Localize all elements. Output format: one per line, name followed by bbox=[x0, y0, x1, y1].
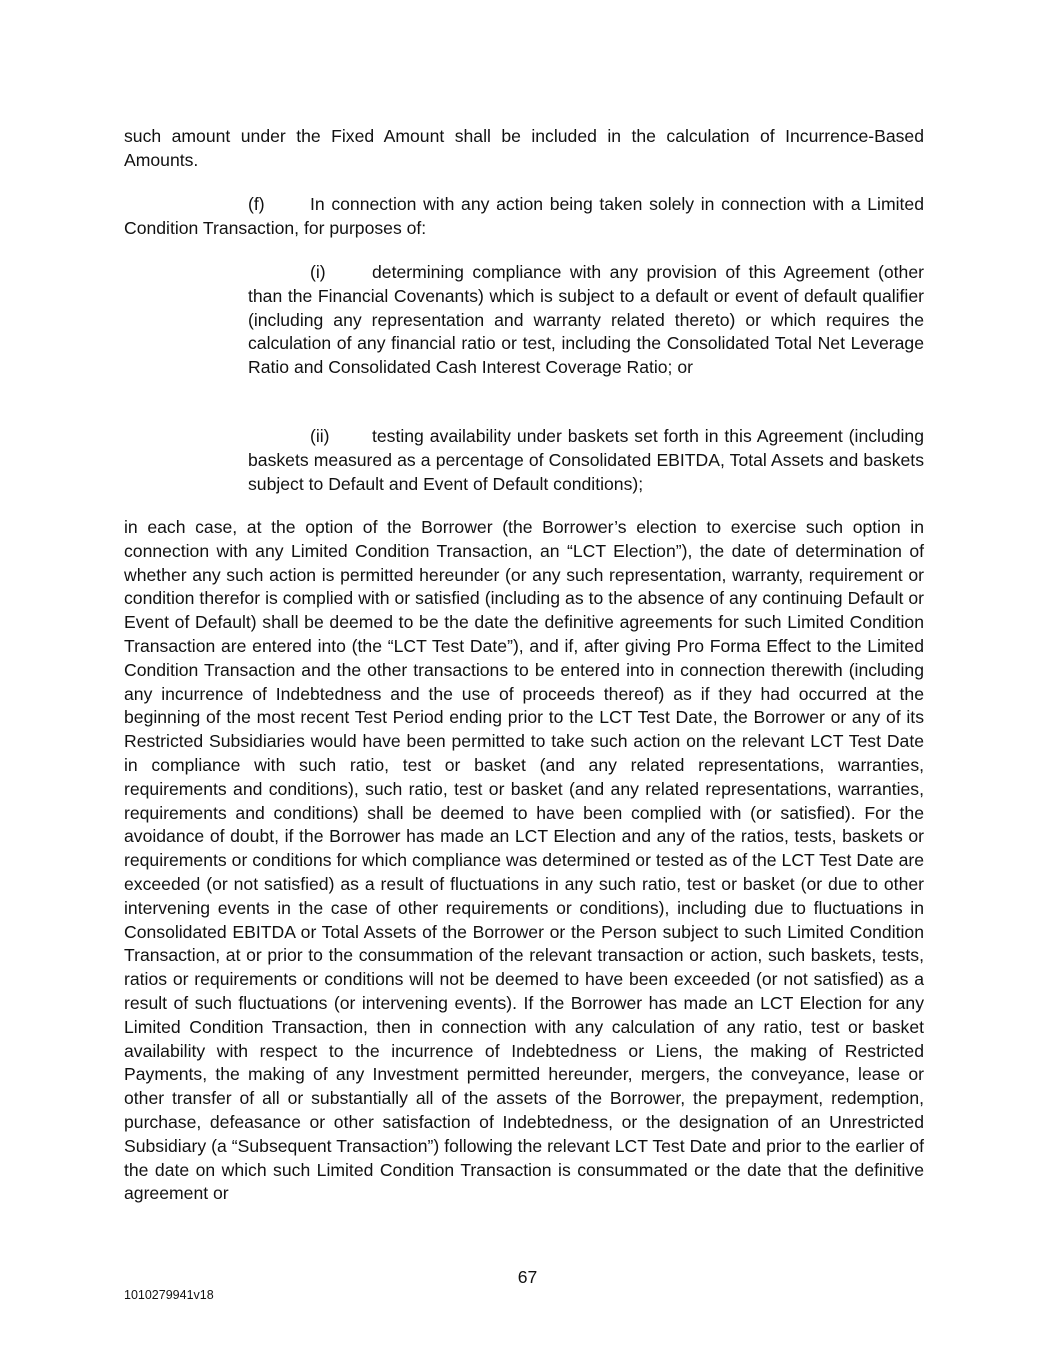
clause-i-label: (i) bbox=[310, 262, 326, 282]
document-id: 1010279941v18 bbox=[124, 1288, 214, 1302]
page-number: 67 bbox=[517, 1267, 538, 1287]
clause-f-label: (f) bbox=[248, 194, 265, 214]
clause-ii-text: testing availability under baskets set forth in this Agreement (including baskets measured as a percentage of Consolidated EBITDA, Total Assets and baskets subject to Default and Event of Default conditions); bbox=[248, 426, 924, 494]
clause-i-text: determining compliance with any provision of this Agreement (other than the Financial Covenants) which is subject to a default or event of default qualifier (including any representation and warranty related thereto) or which requires the calculation of any financial ratio or test, including the Consolidated Total Net Leverage Ratio and Consolidated Cash Interest Coverage Ratio; or bbox=[248, 262, 924, 378]
main-paragraph: in each case, at the option of the Borrower (the Borrower’s election to exercise such option in connection with any Limited Condition Transaction, an “LCT Election”), the date of determination of whether any such action is permitted hereunder (or any such representation, warranty, requirement or condition therefor is complied with or satisfied (including as to the absence of any continuing Default or Event of Default) shall be deemed to be the date the definitive agreements for such Limited Condition Transaction are entered into (the “LCT Test Date”), and if, after giving Pro Forma Effect to the Limited Condition Transaction and the other transactions to be entered into in connection therewith (including any incurrence of Indebtedness and the use of proceeds thereof) as if they had occurred at the beginning of the most recent Test Period ending prior to the LCT Test Date, the Borrower or any of its Restricted Subsidiaries would have been permitted to take such action on the relevant LCT Test Date in compliance with such ratio, test or basket (and any related representations, warranties, requirements and conditions), such ratio, test or basket (and any related representations, warranties, requirements and conditions) shall be deemed to have been complied with (or satisfied). For the avoidance of doubt, if the Borrower has made an LCT Election and any of the ratios, tests, baskets or requirements or conditions for which compliance was determined or tested as of the LCT Test Date are exceeded (or not satisfied) as a result of fluctuations in any such ratio, test or basket (or due to other intervening events in the case of other requirements or conditions), including due to fluctuations in Consolidated EBITDA or Total Assets of the Borrower or the Person subject to such Limited Condition Transaction, at or prior to the consummation of the relevant transaction or action, such baskets, tests, ratios or requirements or conditions will not be deemed to have been exceeded (or not satisfied) as a result of such fluctuations (or intervening events). If the Borrower has made an LCT Election for any Limited Condition Transaction, then in connection with any calculation of any ratio, test or basket availability with respect to the incurrence of Indebtedness or Liens, the making of Restricted Payments, the making of any Investment permitted hereunder, mergers, the conveyance, lease or other transfer of all or substantially all of the assets of the Borrower, the prepayment, redemption, purchase, defeasance or other satisfaction of Indebtedness, or the designation of an Unrestricted Subsidiary (a “Subsequent Transaction”) following the relevant LCT Test Date and prior to the earlier of the date on which such Limited Condition Transaction is consummated or the date that the definitive agreement or bbox=[124, 517, 924, 1204]
clause-ii-label: (ii) bbox=[310, 426, 330, 446]
clause-ii bbox=[248, 425, 924, 496]
clause-f-text: In connection with any action being taken solely in connection with a Limited Condition Transaction, for purposes of: bbox=[124, 194, 924, 238]
clause-i bbox=[248, 261, 924, 380]
clause-f bbox=[124, 193, 924, 241]
paragraph-continued: such amount under the Fixed Amount shall be included in the calculation of Incurrence-Based Amounts. bbox=[124, 126, 924, 170]
